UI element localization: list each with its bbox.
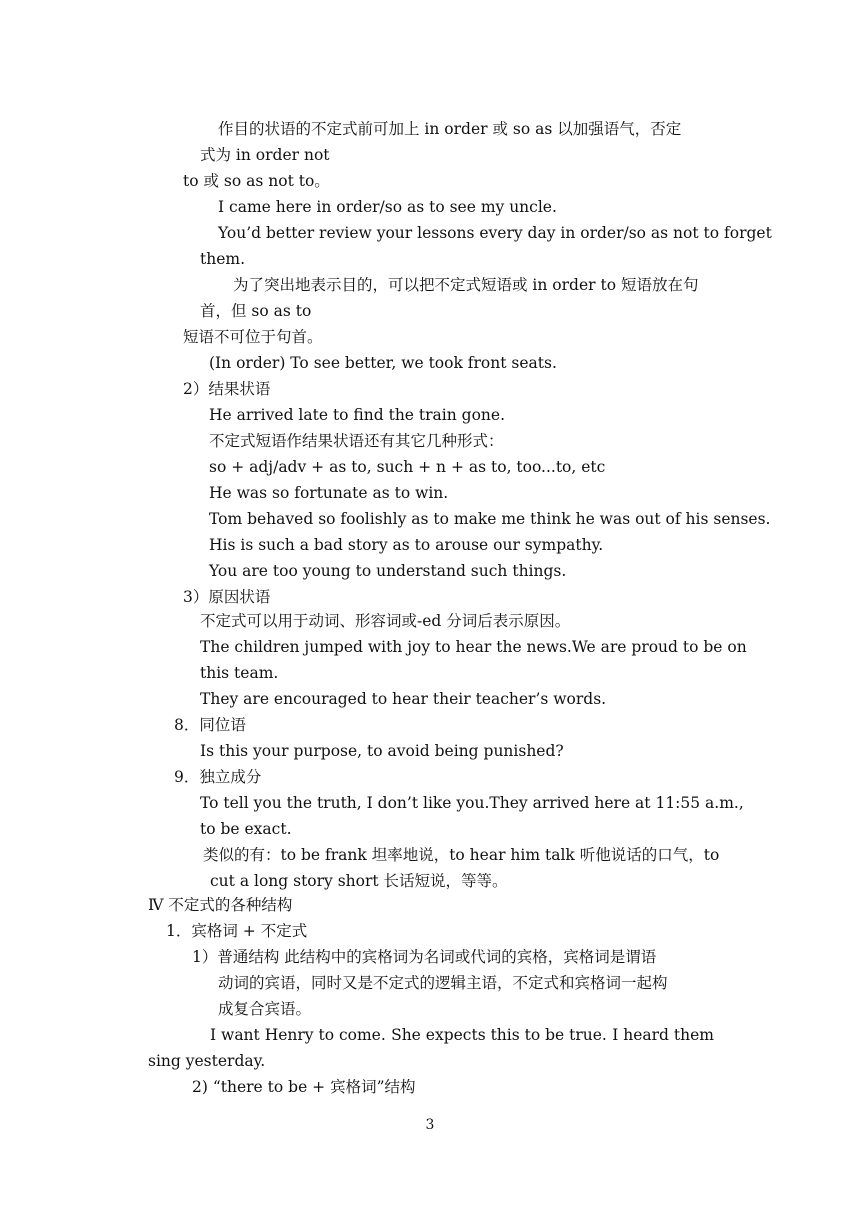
text-line: to 或 so as not to。 <box>183 172 330 190</box>
section-heading: 8．同位语 <box>174 716 246 734</box>
text-line: Tom behaved so foolishly as to make me think he was out of his senses. <box>209 510 771 528</box>
section-heading: 2）结果状语 <box>183 380 271 398</box>
text-line: He arrived late to find the train gone. <box>209 406 505 424</box>
text-line: 成复合宾语。 <box>218 1000 312 1018</box>
example-sentence: I heard them <box>612 1026 714 1044</box>
example-sentence: They arrived here at 11:55 a.m., <box>489 794 744 812</box>
section-heading: 3）原因状语 <box>183 588 271 606</box>
section-heading: 1）普通结构 此结构中的宾格词为名词或代词的宾格，宾格词是谓语 <box>192 948 657 966</box>
text-line: You are too young to understand such things. <box>209 562 567 580</box>
example-sentence: The children jumped with joy to hear the news. <box>200 638 572 656</box>
text-line: 首，但 so as to <box>200 302 312 320</box>
text-line: 不定式可以用于动词、形容词或-ed 分词后表示原因。 <box>200 612 571 630</box>
text-line: I came here in order/so as to see my uncle. <box>218 198 557 216</box>
text-line: Is this your purpose, to avoid being punished? <box>200 742 564 760</box>
section-heading: 9．独立成分 <box>174 768 262 786</box>
text-line: 类似的有：to be frank 坦率地说，to hear him talk 听他说话的口气，to <box>203 846 720 864</box>
example-sentence: I want Henry to come. <box>210 1026 386 1044</box>
text-line: His is such a bad story as to arouse our sympathy. <box>209 536 604 554</box>
text-line: this team. <box>200 664 279 682</box>
text-line: (In order) To see better, we took front seats. <box>209 354 557 372</box>
section-heading: 1．宾格词 + 不定式 <box>166 922 308 940</box>
text-line <box>200 792 744 814</box>
text-line: so + adj/adv + as to, such + n + as to, too...to, etc <box>209 458 606 476</box>
text-line: 作目的状语的不定式前可加上 in order 或 so as 以加强语气，否定 <box>218 120 682 138</box>
text-line: to be exact. <box>200 820 292 838</box>
text-line: 为了突出地表示目的，可以把不定式短语或 in order to 短语放在句 <box>233 276 699 294</box>
text-line: You’d better review your lessons every day in order/so as not to forget <box>218 224 772 242</box>
text-line: sing yesterday. <box>148 1052 266 1070</box>
text-line: them. <box>200 250 246 268</box>
example-sentence: To tell you the truth, I don’t like you. <box>200 794 490 812</box>
section-heading: 2) “there to be + 宾格词”结构 <box>192 1078 416 1096</box>
example-sentence: She expects this to be true. <box>391 1026 607 1044</box>
text-line: 式为 in order not <box>200 146 330 164</box>
chapter-heading: Ⅳ 不定式的各种结构 <box>148 896 293 914</box>
text-line: 动词的宾语，同时又是不定式的逻辑主语，不定式和宾格词一起构 <box>218 974 668 992</box>
text-line: cut a long story short 长话短说，等等。 <box>210 872 508 890</box>
text-line <box>200 636 747 658</box>
text-line: 不定式短语作结果状语还有其它几种形式： <box>209 432 504 450</box>
text-line: He was so fortunate as to win. <box>209 484 449 502</box>
text-line: They are encouraged to hear their teacher’s words. <box>200 690 607 708</box>
example-sentence: We are proud to be on <box>571 638 747 656</box>
text-line <box>210 1024 714 1046</box>
page-number: 3 <box>425 1117 435 1133</box>
text-line: 短语不可位于句首。 <box>183 328 323 346</box>
